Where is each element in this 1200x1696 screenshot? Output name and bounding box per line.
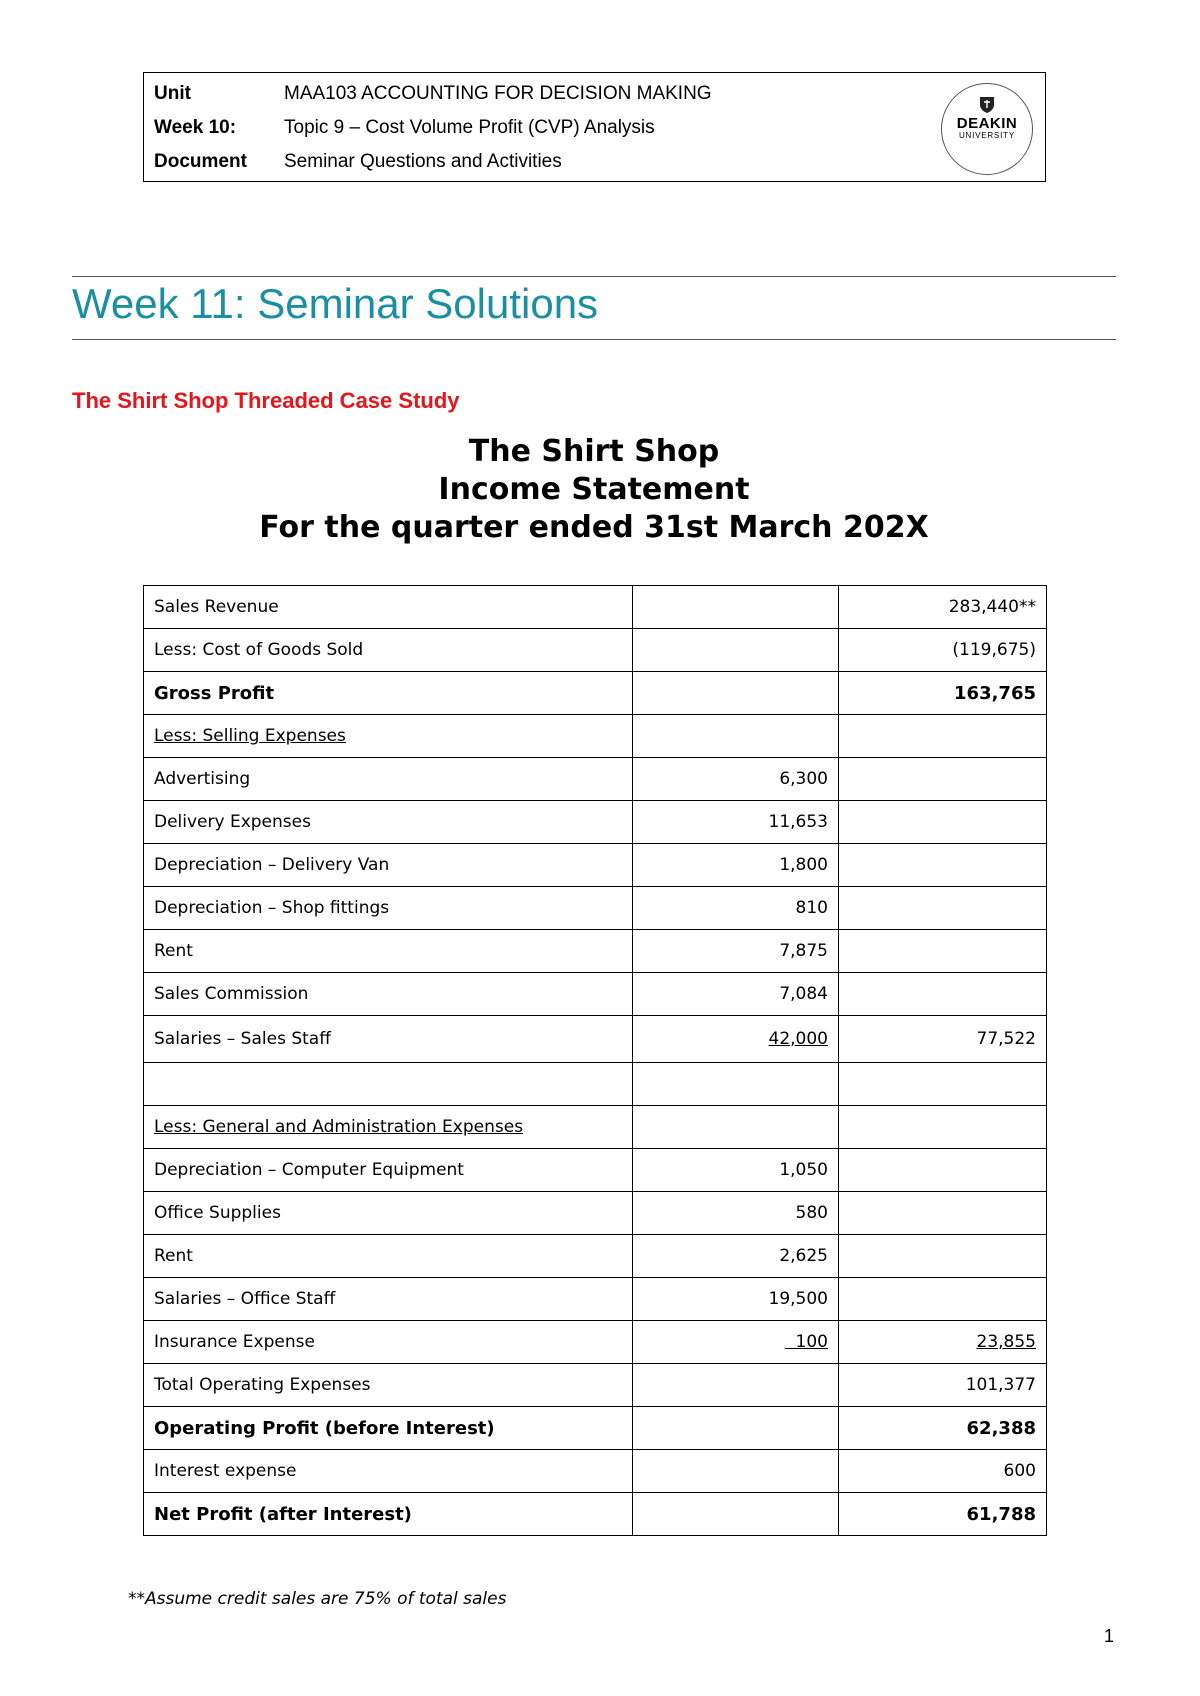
table-row [144, 1192, 1047, 1235]
row-total [839, 1106, 1047, 1149]
row-total: 23,855 [976, 1332, 1036, 1352]
row-amount [633, 672, 839, 715]
row-amount: 2,625 [633, 1235, 839, 1278]
document-header [143, 72, 1046, 182]
statement-company: The Shirt Shop [468, 434, 720, 469]
week-label: Week 10: [154, 117, 237, 138]
table-row [144, 1278, 1047, 1321]
row-total: (119,675) [839, 629, 1047, 672]
unit-label: Unit [154, 83, 191, 104]
row-total: 77,522 [839, 1016, 1047, 1063]
table-row [144, 973, 1047, 1016]
table-row [144, 758, 1047, 801]
table-row [144, 887, 1047, 930]
page-title: Week 11: Seminar Solutions [72, 280, 599, 327]
deakin-logo [941, 83, 1033, 175]
row-amount: 42,000 [768, 1029, 828, 1049]
table-row [144, 1235, 1047, 1278]
row-total [839, 930, 1047, 973]
case-study-title: The Shirt Shop Threaded Case Study [72, 388, 460, 413]
row-amount [633, 1063, 839, 1106]
row-amount [633, 1364, 839, 1407]
row-label: Insurance Expense [144, 1321, 633, 1364]
row-amount: 19,500 [633, 1278, 839, 1321]
row-amount: 1,800 [633, 844, 839, 887]
table-row [144, 586, 1047, 629]
row-label: Net Profit (after Interest) [144, 1493, 633, 1536]
table-row [144, 1364, 1047, 1407]
row-total: 101,377 [839, 1364, 1047, 1407]
row-amount [633, 715, 839, 758]
table-row [144, 1407, 1047, 1450]
table-row [144, 1063, 1047, 1106]
row-amount: 1,050 [633, 1149, 839, 1192]
document-value: Seminar Questions and Activities [284, 151, 562, 172]
row-amount: 100 [784, 1332, 828, 1352]
row-amount: 6,300 [633, 758, 839, 801]
row-total: 600 [839, 1450, 1047, 1493]
document-label: Document [154, 151, 247, 172]
table-row [144, 1016, 1047, 1063]
week-value: Topic 9 – Cost Volume Profit (CVP) Analysis [284, 117, 655, 138]
row-amount [633, 1493, 839, 1536]
row-total: 283,440** [839, 586, 1047, 629]
row-amount: 7,084 [633, 973, 839, 1016]
row-amount [633, 1450, 839, 1493]
row-total: 62,388 [839, 1407, 1047, 1450]
table-row [144, 1106, 1047, 1149]
table-row [144, 1450, 1047, 1493]
row-total [839, 1063, 1047, 1106]
table-row [144, 1149, 1047, 1192]
row-label: Depreciation – Computer Equipment [144, 1149, 633, 1192]
row-label: Depreciation – Delivery Van [144, 844, 633, 887]
row-total [839, 801, 1047, 844]
row-amount: 580 [633, 1192, 839, 1235]
row-label: Less: Cost of Goods Sold [144, 629, 633, 672]
unit-value: MAA103 ACCOUNTING FOR DECISION MAKING [284, 83, 712, 104]
row-amount [633, 629, 839, 672]
row-total [839, 887, 1047, 930]
page-number: 1 [1104, 1626, 1115, 1646]
row-total [839, 844, 1047, 887]
statement-name: Income Statement [438, 472, 750, 507]
row-label: Operating Profit (before Interest) [144, 1407, 633, 1450]
row-total [839, 758, 1047, 801]
table-row [144, 1321, 1047, 1364]
row-label: Rent [144, 1235, 633, 1278]
row-amount [633, 586, 839, 629]
row-amount: 7,875 [633, 930, 839, 973]
row-label: Salaries – Sales Staff [144, 1016, 633, 1063]
deakin-crest-icon [979, 96, 995, 114]
row-amount [633, 1106, 839, 1149]
row-label: Depreciation – Shop fittings [144, 887, 633, 930]
row-amount [633, 1407, 839, 1450]
row-label: Total Operating Expenses [144, 1364, 633, 1407]
row-label: Rent [144, 930, 633, 973]
row-label: Sales Commission [144, 973, 633, 1016]
row-label: Advertising [144, 758, 633, 801]
row-amount: 810 [633, 887, 839, 930]
footnote: **Assume credit sales are 75% of total sales [128, 1589, 507, 1609]
row-total: 163,765 [839, 672, 1047, 715]
row-label: Office Supplies [144, 1192, 633, 1235]
row-label: Less: General and Administration Expenses [144, 1106, 633, 1149]
table-row [144, 1493, 1047, 1536]
row-label: Sales Revenue [144, 586, 633, 629]
table-row [144, 930, 1047, 973]
row-label [144, 1063, 633, 1106]
row-total [839, 973, 1047, 1016]
row-total [839, 1235, 1047, 1278]
table-row [144, 629, 1047, 672]
logo-name: DEAKIN [956, 115, 1018, 132]
table-row [144, 844, 1047, 887]
row-total [839, 1149, 1047, 1192]
row-label: Interest expense [144, 1450, 633, 1493]
row-total [839, 715, 1047, 758]
table-row [144, 672, 1047, 715]
row-total [839, 1192, 1047, 1235]
row-amount: 11,653 [633, 801, 839, 844]
logo-subtitle: UNIVERSITY [958, 131, 1015, 140]
income-statement-table [143, 585, 1047, 1536]
row-label: Salaries – Office Staff [144, 1278, 633, 1321]
title-bottom-rule [72, 339, 1116, 340]
row-total: 61,788 [839, 1493, 1047, 1536]
statement-period: For the quarter ended 31st March 202X [259, 510, 929, 545]
row-label: Delivery Expenses [144, 801, 633, 844]
row-label: Gross Profit [144, 672, 633, 715]
table-row [144, 801, 1047, 844]
table-row [144, 715, 1047, 758]
row-label: Less: Selling Expenses [144, 715, 633, 758]
title-top-rule [72, 276, 1116, 277]
row-total [839, 1278, 1047, 1321]
